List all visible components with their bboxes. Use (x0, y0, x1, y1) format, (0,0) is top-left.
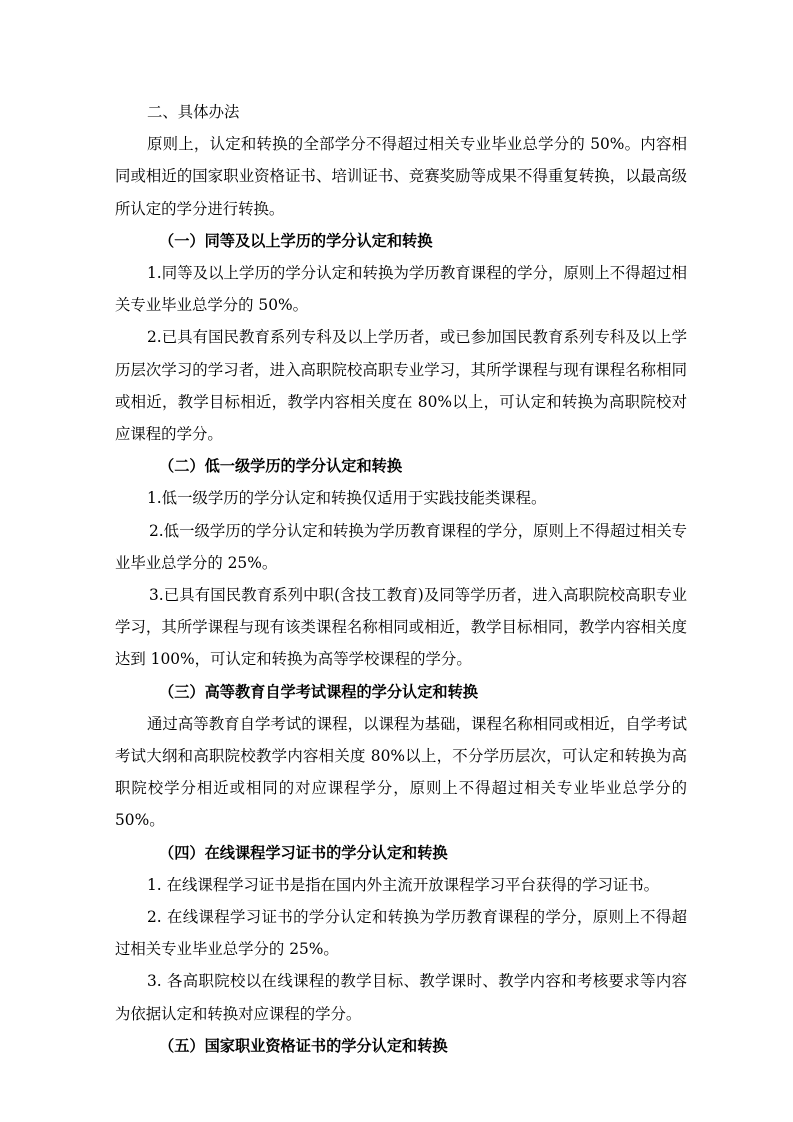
section-title: 二、具体办法 (147, 103, 240, 121)
subsection-heading-1: （一）同等及以上学历的学分认定和转换 (159, 231, 433, 250)
subsection-heading-4: （四）在线课程学习证书的学分认定和转换 (159, 843, 448, 862)
paragraph-4-2: 2. 在线课程学习证书的学分认定和转换为学历教育课程的学分，原则上不得超过相关专业毕业总学分的 25%。 (115, 908, 687, 959)
paragraph-3-1: 通过高等教育自学考试的课程，以课程为基础，课程名称相同或相近，自学考试考试大纲和高职院校教学内容相关度 80%以上，不分学历层次，可认定和转换为高职院校学分相近或相同的对应课程学分，原则上不得超过相关专业毕业总学分的 50%。 (115, 714, 687, 830)
paragraph-1-1: 1.同等及以上学历的学分认定和转换为学历教育课程的学分，原则上不得超过相关专业毕业总学分的 50%。 (115, 264, 687, 315)
paragraph-2-1: 1.低一级学历的学分认定和转换仅适用于实践技能类课程。 (147, 489, 547, 508)
paragraph-4-3: 3. 各高职院校以在线课程的教学目标、教学课时、教学内容和考核要求等内容为依据认定和转换对应课程的学分。 (115, 972, 687, 1023)
paragraph-2-3: 3.已具有国民教育系列中职(含技工教育)及同等学历者，进入高职院校高职专业学习，其所学课程与现有该类课程名称相同或相近，教学目标相同，教学内容相关度达到 100%，可认定和转换为高等学校课程的学分。 (115, 586, 687, 669)
subsection-heading-2: （二）低一级学历的学分认定和转换 (159, 457, 402, 476)
subsection-heading-5: （五）国家职业资格证书的学分认定和转换 (159, 1036, 448, 1055)
document-page (115, 96, 687, 1062)
paragraph-4-1: 1. 在线课程学习证书是指在国内外主流开放课程学习平台获得的学习证书。 (147, 875, 660, 894)
subsection-heading-3: （三）高等教育自学考试课程的学分认定和转换 (159, 682, 478, 701)
intro-paragraph: 原则上，认定和转换的全部学分不得超过相关专业毕业总学分的 50%。内容相同或相近的国家职业资格证书、培训证书、竞赛奖励等成果不得重复转换，以最高级所认定的学分进行转换。 (115, 135, 687, 218)
paragraph-2-2: 2.低一级学历的学分认定和转换为学历教育课程的学分，原则上不得超过相关专业毕业总学分的 25%。 (115, 521, 687, 572)
paragraph-1-2: 2.已具有国民教育系列专科及以上学历者，或已参加国民教育系列专科及以上学历层次学习的学习者，进入高职院校高职专业学习，其所学课程与现有课程名称相同或相近，教学目标相近，教学内容相关度在 80%以上，可认定和转换为高职院校对应课程的学分。 (115, 328, 687, 444)
